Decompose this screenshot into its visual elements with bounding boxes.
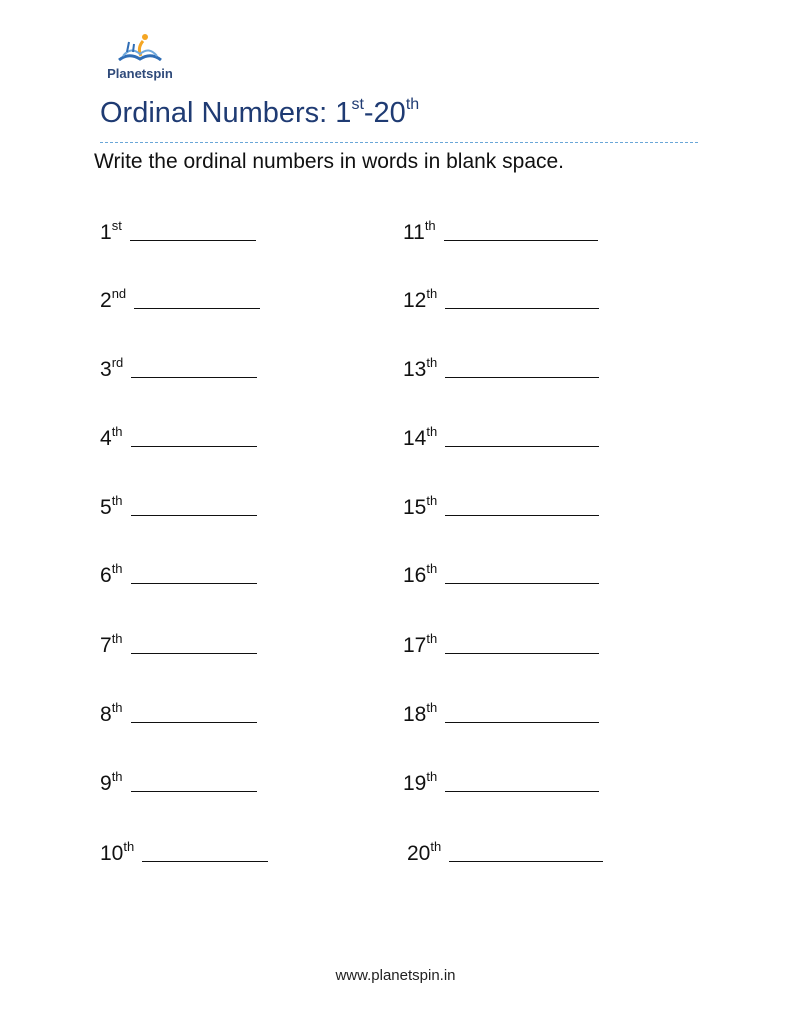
ordinal-item [403,561,599,588]
answer-blank [134,307,260,309]
ordinal-item [100,218,256,245]
page-title [100,96,419,130]
ordinal-item [403,424,599,451]
ordinal-item [100,769,257,796]
ordinal-number: 6 [100,564,112,587]
ordinal-suffix: st [111,218,122,233]
ordinal-number: 8 [100,703,112,726]
ordinal-number: 16 [403,564,427,587]
ordinal-suffix: th [426,561,438,576]
ordinal-suffix: th [430,839,442,854]
ordinal-suffix: th [111,561,123,576]
ordinal-item [403,218,598,245]
ordinal-suffix: nd [111,286,127,301]
answer-blank [445,514,599,516]
footer-url: www.planetspin.in [335,967,456,984]
ordinal-item [403,700,599,727]
ordinal-number: 15 [403,496,427,519]
ordinal-suffix: th [111,769,123,784]
ordinal-suffix: th [424,218,436,233]
ordinal-number: 9 [100,772,112,795]
ordinal-number: 17 [403,634,427,657]
ordinal-item [100,631,257,658]
answer-blank [445,721,599,723]
ordinal-number: 4 [100,427,112,450]
answer-blank [449,860,603,862]
ordinal-item [403,631,599,658]
ordinal-number: 3 [100,358,112,381]
ordinal-item [100,839,268,866]
answer-blank [444,239,598,241]
answer-blank [445,582,599,584]
answer-blank [131,376,257,378]
title-text: -20 [363,97,406,129]
planetspin-logo [100,32,180,81]
ordinal-suffix: th [426,355,438,370]
answer-blank [131,652,257,654]
ordinal-suffix: th [426,493,438,508]
ordinal-item [403,355,599,382]
ordinal-item [403,493,599,520]
ordinal-suffix: th [111,700,123,715]
ordinal-number: 12 [403,289,427,312]
answer-blank [445,790,599,792]
ordinal-suffix: th [111,424,123,439]
answer-blank [142,860,268,862]
ordinal-item [100,424,257,451]
ordinal-number: 14 [403,427,427,450]
answer-blank [130,239,256,241]
ordinal-item [100,355,257,382]
ordinal-item [100,493,257,520]
ordinal-item [407,839,603,866]
answer-blank [131,582,257,584]
book-logo-icon [115,32,165,64]
ordinal-item [403,769,599,796]
ordinal-number: 7 [100,634,112,657]
answer-blank [445,445,599,447]
ordinal-suffix: th [111,631,123,646]
ordinal-suffix: th [111,493,123,508]
ordinal-number: 13 [403,358,427,381]
title-text: Ordinal Numbers: 1 [100,97,352,129]
ordinal-number: 11 [403,221,425,244]
answer-blank [131,445,257,447]
ordinal-suffix: th [426,700,438,715]
ordinal-number: 2 [100,289,112,312]
ordinal-number: 1 [100,221,112,244]
title-sup: th [405,96,420,113]
ordinal-suffix: th [426,769,438,784]
ordinal-suffix: th [426,424,438,439]
ordinal-number: 5 [100,496,112,519]
ordinal-item [403,286,599,313]
answer-blank [445,652,599,654]
ordinal-number: 18 [403,703,427,726]
ordinal-suffix: th [426,286,438,301]
ordinal-suffix: th [123,839,135,854]
ordinal-item [100,561,257,588]
ordinal-number: 20 [407,842,431,865]
ordinal-suffix: th [426,631,438,646]
ordinal-item [100,700,257,727]
answer-blank [445,307,599,309]
ordinal-number: 19 [403,772,427,795]
dotted-divider [100,142,698,143]
ordinal-item [100,286,260,313]
ordinal-number: 10 [100,842,124,865]
title-sup: st [351,96,364,113]
answer-blank [445,376,599,378]
logo-text: Planetspin [107,66,173,81]
answer-blank [131,721,257,723]
ordinal-suffix: rd [111,355,124,370]
answer-blank [131,514,257,516]
instruction: Write the ordinal numbers in words in blank space. [94,150,565,173]
answer-blank [131,790,257,792]
